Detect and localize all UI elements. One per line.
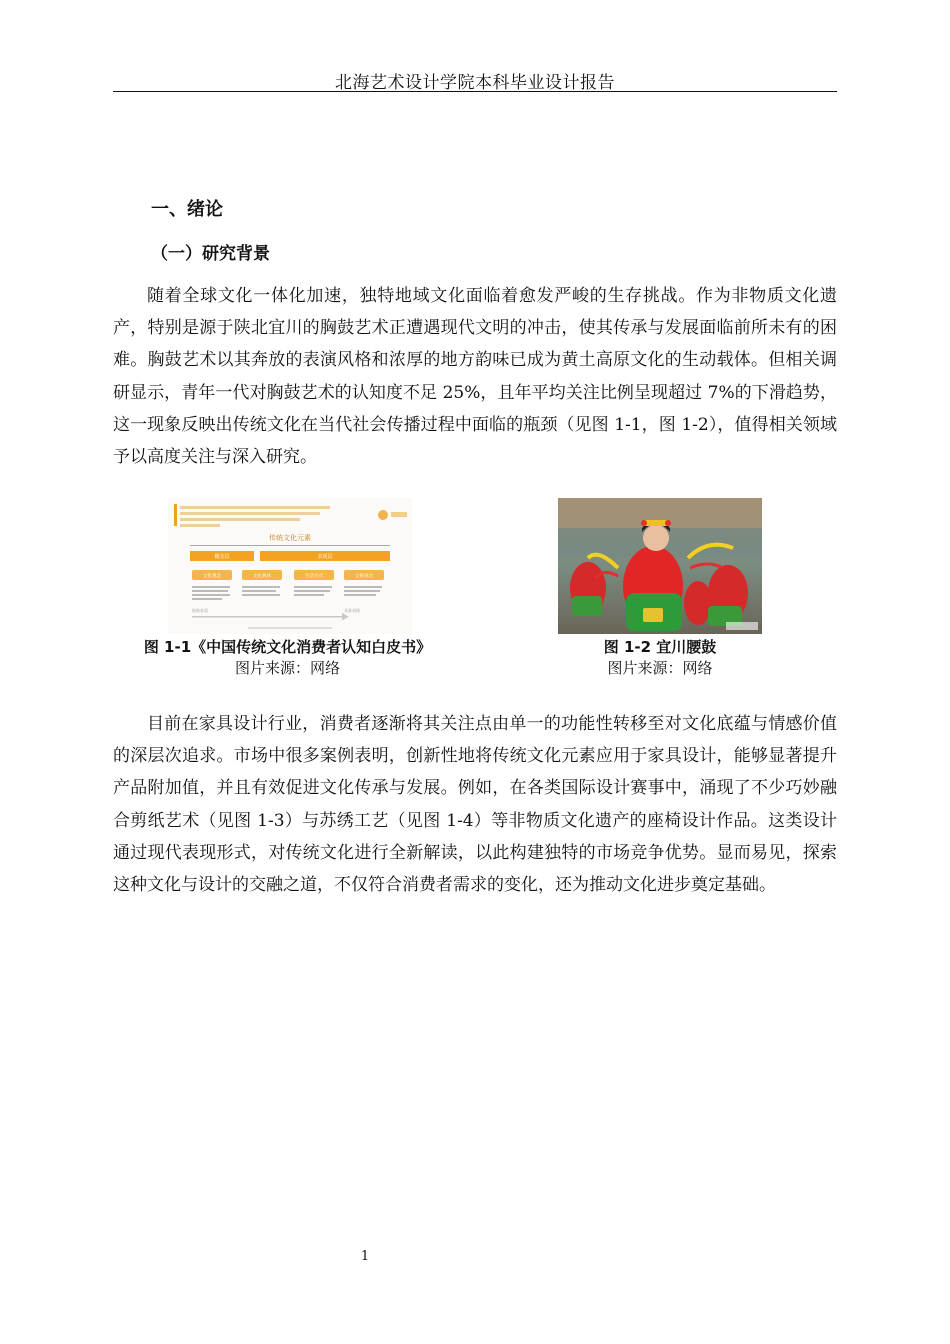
header-title: 北海艺术设计学院本科毕业设计报告 xyxy=(335,73,615,93)
header-rule xyxy=(113,91,837,92)
figure-1-2-source: 图片来源：网络 xyxy=(607,659,713,677)
body-paragraph-1: 随着全球文化一体化加速，独特地域文化面临着愈发严峻的生存挑战。作为非物质文化遗产，特别是源于陕北宜川的胸鼓艺术正遭遇现代文明的冲击，使其传承与发展面临前所未有的困难。胸鼓艺术以其奔放的表演风格和浓厚的地方韵味已成为黄土高原文化的生动载体。但相关调研显示，青年一代对胸鼓艺术的认知度不足 25%，且年平均关注比例呈现超过 7%的下滑趋势，这一现象反映出传统文化在当代社会传播过程中面临的瓶颈（见图 1-1，图 1-2），值得相关领域予以高度关注与深入研究。 xyxy=(113,286,837,468)
page-number: 1 xyxy=(360,1249,370,1264)
infographic-box-4: 文娱表达 xyxy=(355,574,373,579)
infographic-bar-2: 表现层 xyxy=(317,554,333,560)
infographic-arrow-left: 抽象本质 xyxy=(192,608,208,613)
figure-1-1-caption: 图 1-1《中国传统文化消费者认知白皮书》 xyxy=(143,638,432,656)
infographic-box-1: 文化观念 xyxy=(203,574,221,579)
figure-1-2-caption: 图 1-2 宜川腰鼓 xyxy=(603,638,717,656)
figure-1-2-image xyxy=(558,498,762,634)
figure-1-1-image xyxy=(168,498,412,634)
infographic-arrow-right: 具象表现 xyxy=(344,608,360,613)
infographic-bar-1: 概念层 xyxy=(214,554,230,560)
infographic-box-3: 生活方式 xyxy=(305,574,323,579)
body-paragraph-2: 目前在家具设计行业，消费者逐渐将其关注点由单一的功能性转移至对文化底蕴与情感价值的深层次追求。市场中很多案例表明，创新性地将传统文化元素应用于家具设计，能够显著提升产品附加值，并且有效促进文化传承与发展。例如，在各类国际设计赛事中，涌现了不少巧妙融合剪纸艺术（见图 1-3）与苏绣工艺（见图 1-4）等非物质文化遗产的座椅设计作品。这类设计通过现代表现形式，对传统文化进行全新解读，以此构建独特的市场竞争优势。显而易见，探索这种文化与设计的交融之道，不仅符合消费者需求的变化，还为推动文化进步奠定基础。 xyxy=(113,714,837,896)
section-subheading: （一）研究背景 xyxy=(151,244,270,264)
section-heading: 一、绪论 xyxy=(151,199,223,220)
infographic-title: 传统文化元素 xyxy=(269,534,311,542)
figure-1-1-source: 图片来源：网络 xyxy=(234,659,340,677)
infographic-box-2: 文化载体 xyxy=(253,574,271,579)
